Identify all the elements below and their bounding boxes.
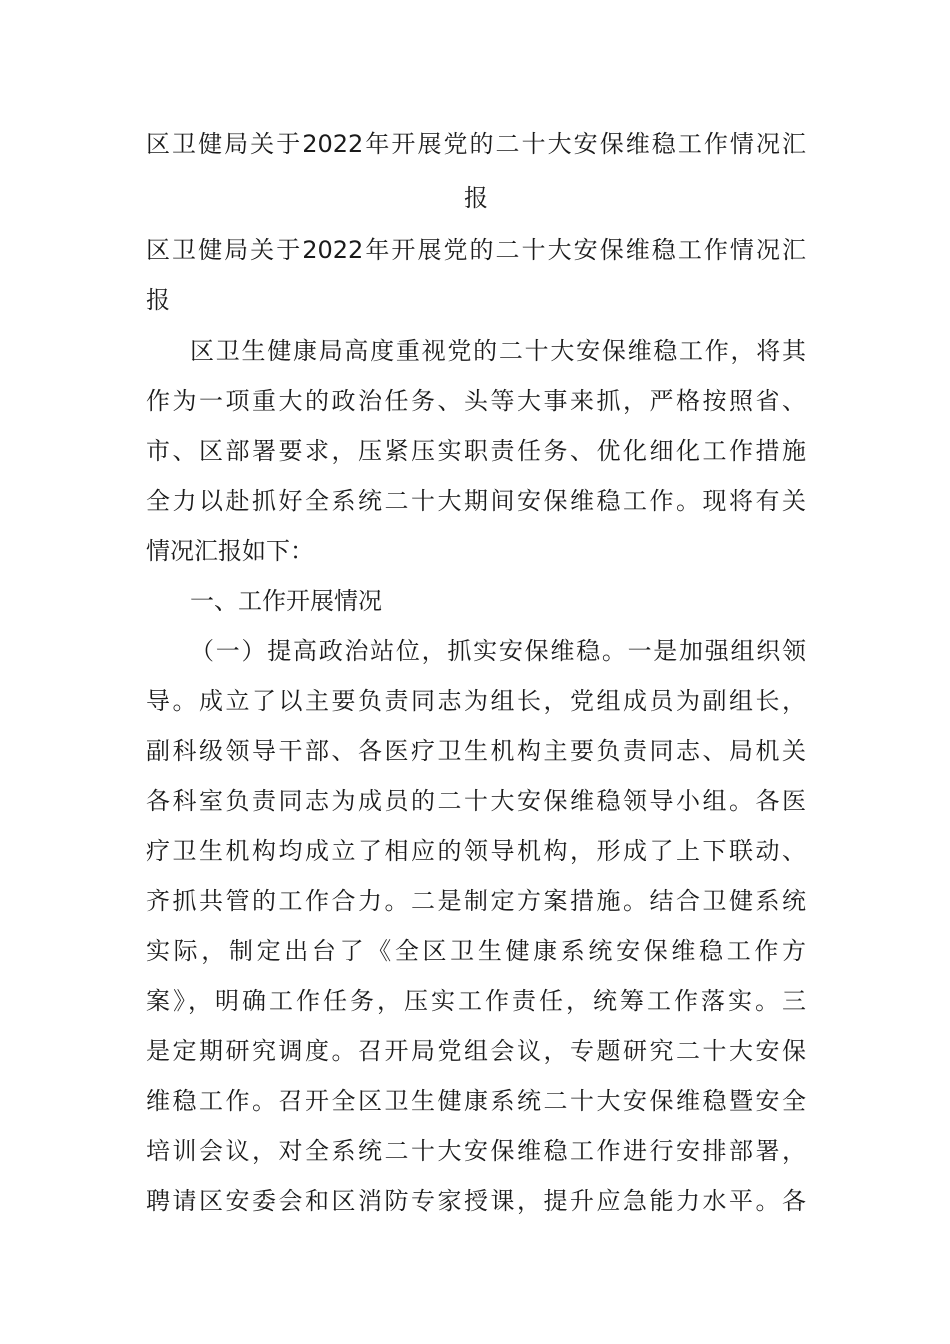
intro-line: 情况汇报如下： [146, 537, 314, 565]
intro-line: 全力以赴抓好全系统二十大期间安保维稳工作。现将有关 [146, 487, 806, 515]
title-line-1: 区卫健局关于2022年开展党的二十大安保维稳工作情况汇 [146, 130, 806, 158]
body-line: 实际，制定出台了《全区卫生健康系统安保维稳工作方 [146, 937, 806, 965]
body-line: 案》，明确工作任务，压实工作责任，统筹工作落实。三 [146, 987, 806, 1015]
body-line: 各科室负责同志为成员的二十大安保维稳领导小组。各医 [146, 787, 806, 815]
body-line: 疗卫生机构均成立了相应的领导机构，形成了上下联动、 [146, 837, 806, 865]
intro-line: 区卫生健康局高度重视党的二十大安保维稳工作，将其 [190, 337, 806, 365]
body-line: 是定期研究调度。召开局党组会议，专题研究二十大安保 [146, 1037, 806, 1065]
title-line-2: 报 [464, 184, 488, 212]
body-line: 齐抓共管的工作合力。二是制定方案措施。结合卫健系统 [146, 887, 806, 915]
body-line: 副科级领导干部、各医疗卫生机构主要负责同志、局机关 [146, 737, 806, 765]
body-line: 聘请区安委会和区消防专家授课，提升应急能力水平。各 [146, 1187, 806, 1215]
intro-line: 市、区部署要求，压紧压实职责任务、优化细化工作措施 [146, 437, 806, 465]
subtitle-line-1: 区卫健局关于2022年开展党的二十大安保维稳工作情况汇 [146, 236, 806, 264]
body-line: 维稳工作。召开全区卫生健康系统二十大安保维稳暨安全 [146, 1087, 806, 1115]
body-line: 培训会议，对全系统二十大安保维稳工作进行安排部署， [146, 1137, 806, 1165]
intro-line: 作为一项重大的政治任务、头等大事来抓，严格按照省、 [146, 387, 806, 415]
subtitle-line-2: 报 [146, 286, 170, 314]
body-line: （一）提高政治站位，抓实安保维稳。一是加强组织领 [190, 637, 806, 665]
section-heading: 一、工作开展情况 [190, 587, 382, 615]
body-line: 导。成立了以主要负责同志为组长，党组成员为副组长， [146, 687, 806, 715]
